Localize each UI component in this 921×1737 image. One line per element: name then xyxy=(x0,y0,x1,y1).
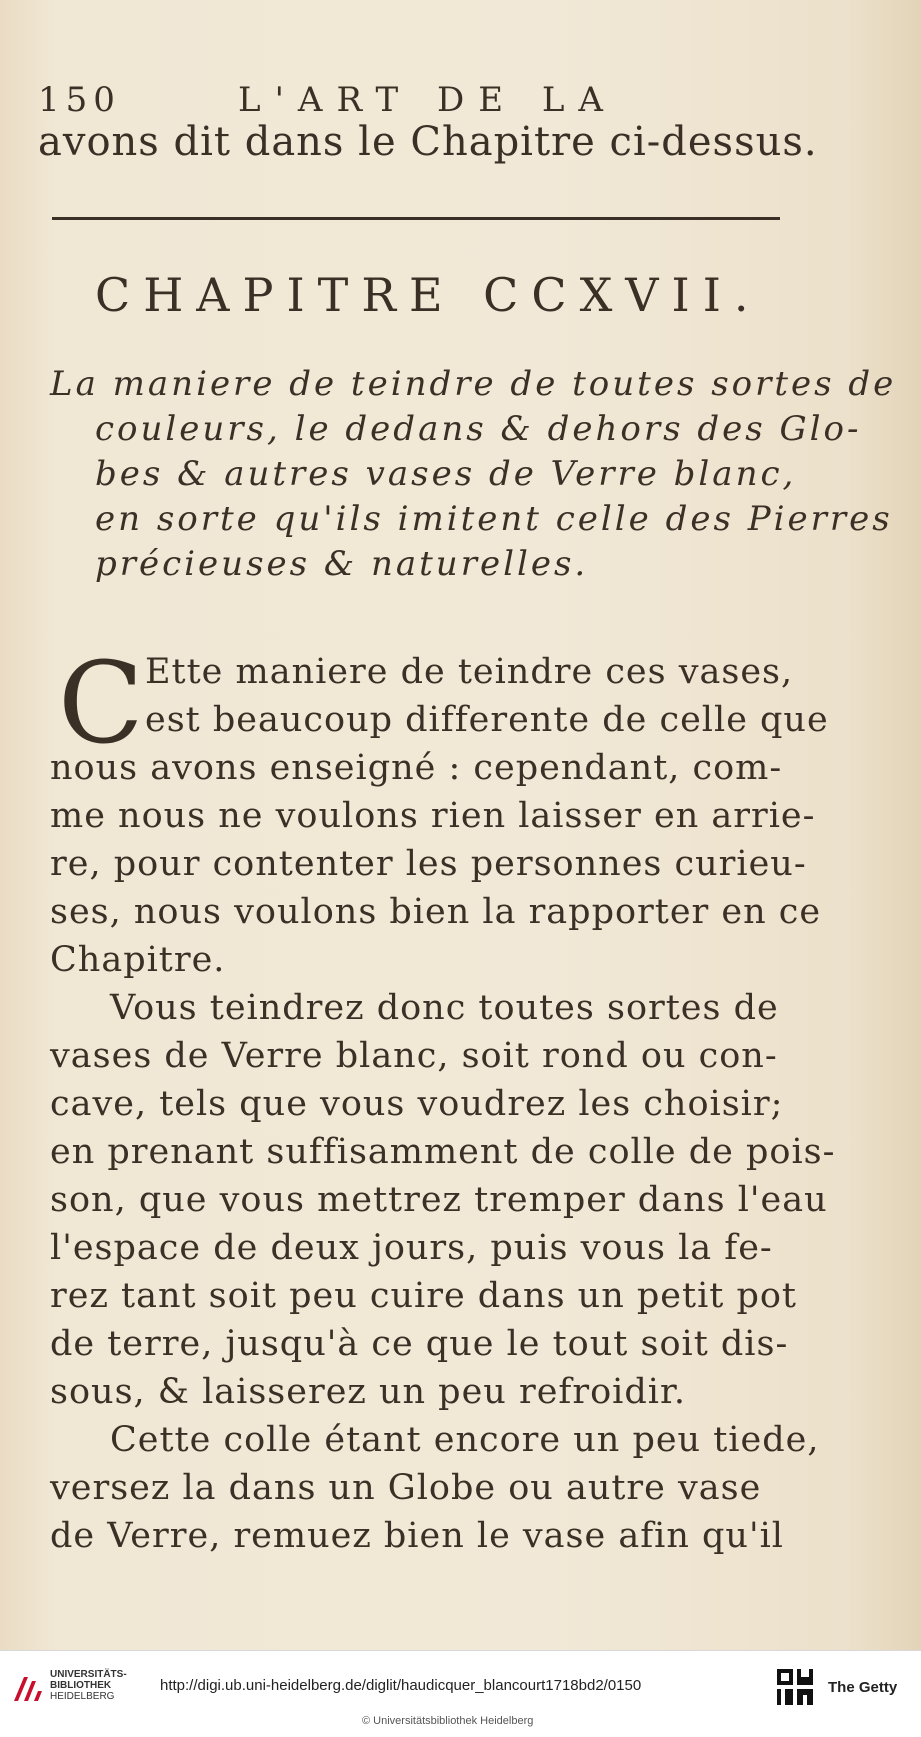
body-line: Ette maniere de teindre ces vases, xyxy=(145,652,794,692)
body-line: l'espace de deux jours, puis vous la fe- xyxy=(50,1228,773,1268)
body-line: est beaucoup differente de celle que xyxy=(145,700,829,740)
summary-line: précieuses & naturelles. xyxy=(95,544,589,584)
running-title: L'ART DE LA xyxy=(238,80,617,120)
summary-line: en sorte qu'ils imitent celle des Pierres xyxy=(95,499,893,539)
permalink-url[interactable]: http://digi.ub.uni-heidelberg.de/diglit/haudicquer_blancourt1718bd2/0150 xyxy=(160,1677,642,1694)
body-line: me nous ne voulons rien laisser en arrie- xyxy=(50,796,816,836)
body-line: vases de Verre blanc, soit rond ou con- xyxy=(50,1036,778,1076)
body-line: de terre, jusqu'à ce que le tout soit dis- xyxy=(50,1324,789,1364)
body-line: ses, nous voulons bien la rapporter en ce xyxy=(50,892,822,932)
continuation-line: avons dit dans le Chapitre ci-dessus. xyxy=(38,119,818,165)
copyright-notice: © Universitätsbibliothek Heidelberg xyxy=(362,1715,534,1727)
summary-line: bes & autres vases de Verre blanc, xyxy=(95,454,797,494)
page-number: 150 xyxy=(38,80,121,120)
body-line: en prenant suffisamment de colle de pois- xyxy=(50,1132,836,1172)
body-line: Chapitre. xyxy=(50,940,226,980)
university-name xyxy=(50,1669,127,1702)
partner-name: The Getty xyxy=(828,1679,898,1696)
body-line: versez la dans un Globe ou autre vase xyxy=(50,1468,762,1508)
body-line: nous avons enseigné : cependant, com- xyxy=(50,748,783,788)
university-name-line: BIBLIOTHEK xyxy=(50,1680,112,1691)
body-line: son, que vous mettrez tremper dans l'eau xyxy=(50,1180,828,1220)
chapter-heading: CHAPITRE CCXVII. xyxy=(95,268,762,322)
university-name-line: HEIDELBERG xyxy=(50,1691,115,1702)
drop-cap: C xyxy=(58,639,144,769)
body-line: sous, & laisserez un peu refroidir. xyxy=(50,1372,686,1412)
university-logo-icon xyxy=(10,1671,44,1705)
body-line: cave, tels que vous voudrez les choisir; xyxy=(50,1084,784,1124)
summary-line: couleurs, le dedans & dehors des Glo- xyxy=(95,409,862,449)
body-line: Vous teindrez donc toutes sortes de xyxy=(110,988,779,1028)
viewer-footer xyxy=(0,1650,921,1737)
body-line: rez tant soit peu cuire dans un petit pot xyxy=(50,1276,797,1316)
section-divider xyxy=(52,217,780,220)
body-line: re, pour contenter les personnes curieu- xyxy=(50,844,807,884)
summary-line: La maniere de teindre de toutes sortes de xyxy=(50,364,897,404)
university-name-line: UNIVERSITÄTS- xyxy=(50,1669,127,1680)
body-line: de Verre, remuez bien le vase afin qu'il xyxy=(50,1516,784,1556)
body-line: Cette colle étant encore un peu tiede, xyxy=(110,1420,820,1460)
getty-logo-icon xyxy=(775,1667,815,1707)
